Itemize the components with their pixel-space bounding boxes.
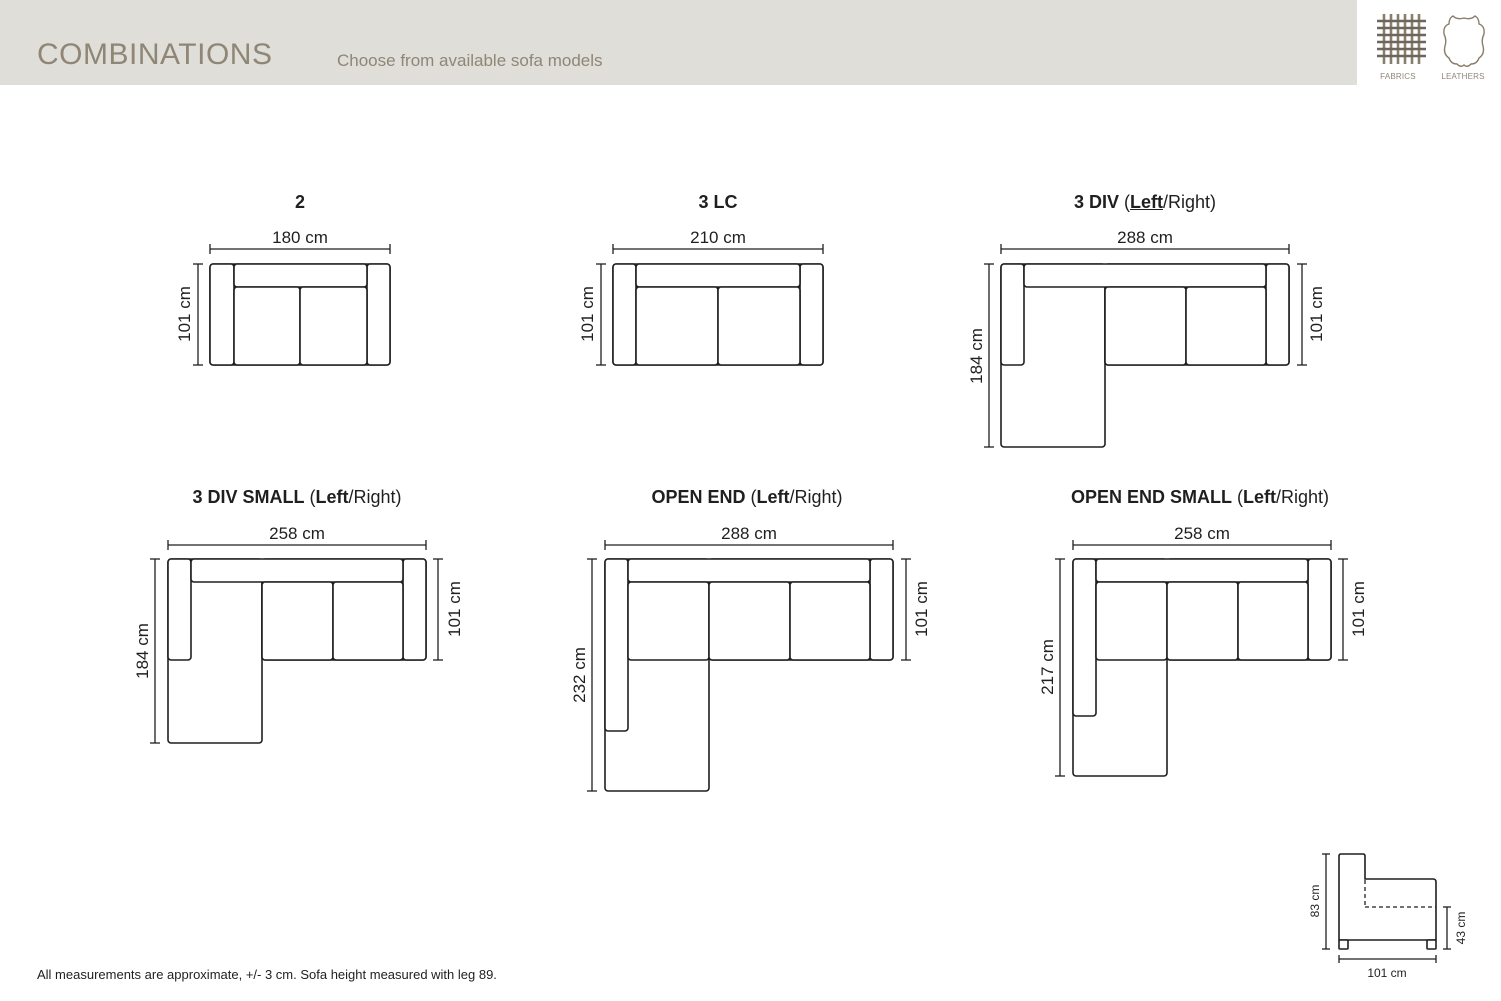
width-label: 288 cm [721, 524, 777, 543]
backrest [636, 264, 800, 287]
option-separator: / [1275, 487, 1281, 507]
option-left[interactable]: Left [1129, 192, 1163, 212]
backrest [1096, 559, 1308, 582]
width-dimension [1073, 524, 1331, 550]
paren-open: ( [304, 487, 316, 507]
depth-dimension [901, 559, 931, 660]
option-separator: / [348, 487, 354, 507]
armrest [403, 559, 426, 660]
width-label: 258 cm [1174, 524, 1230, 543]
seat-cushion [1167, 582, 1238, 660]
seat-cushion [1186, 287, 1266, 365]
depth-dimension [175, 264, 203, 365]
armrest [1001, 264, 1024, 365]
depth-label: 101 cm [175, 286, 194, 342]
armrest [1308, 559, 1331, 660]
sofa-name: OPEN END SMALL [1070, 487, 1232, 507]
profile-seat-height-label: 43 cm [1454, 911, 1468, 945]
side-backrest [605, 559, 628, 731]
option-right[interactable]: Right [794, 487, 837, 507]
sofa-plan-2[interactable] [175, 228, 390, 365]
seat-cushion [628, 582, 709, 660]
armrest [367, 264, 390, 365]
seat-cushion [262, 582, 333, 660]
sofa-name: 3 LC [698, 192, 738, 212]
chaise-depth-dimension [1038, 559, 1065, 776]
width-dimension [168, 524, 426, 550]
width-label: 210 cm [690, 228, 746, 247]
chaise-depth-label: 184 cm [133, 623, 152, 679]
backrest [234, 264, 367, 287]
paren-close: ) [1323, 487, 1330, 507]
sofa-plan-openendsmall[interactable] [1038, 524, 1368, 776]
option-separator: / [1162, 192, 1169, 212]
sofa-name: 2 [294, 192, 306, 212]
profile-height-label: 83 cm [1308, 884, 1322, 918]
depth-dimension [578, 264, 606, 365]
paren-close: ) [836, 487, 843, 507]
armrest [1266, 264, 1289, 365]
chaise-depth-dimension [133, 559, 160, 743]
sofa-leg [1427, 940, 1436, 949]
sofa-name: 3 DIV [1073, 192, 1119, 212]
seat-cushion [718, 287, 800, 365]
armrest [613, 264, 636, 365]
sofa-plan-3divsmall[interactable] [133, 524, 464, 743]
paren-close: ) [395, 487, 402, 507]
seat-cushion [1096, 582, 1167, 660]
width-label: 288 cm [1117, 228, 1173, 247]
depth-label: 101 cm [912, 581, 931, 637]
backrest [628, 559, 870, 582]
width-label: 258 cm [269, 524, 325, 543]
chaise-depth-dimension [570, 559, 597, 791]
depth-label: 101 cm [1349, 581, 1368, 637]
chaise-depth-label: 232 cm [570, 647, 589, 703]
sofa-plan-3lc[interactable] [578, 228, 823, 365]
fabrics-label: FABRICS [1380, 72, 1416, 81]
profile-depth-label: 101 cm [1367, 966, 1407, 980]
side-profile [1308, 854, 1468, 980]
paren-open: ( [1231, 487, 1243, 507]
page-title: COMBINATIONS [37, 38, 273, 71]
leathers-label: LEATHERS [1441, 72, 1485, 81]
depth-dimension [1297, 264, 1326, 365]
sofa-name: OPEN END [651, 487, 746, 507]
armrest [800, 264, 823, 365]
seat-cushion [709, 582, 790, 660]
seat-cushion [1238, 582, 1308, 660]
sofa-name: 3 DIV SMALL [192, 487, 305, 507]
footnote: All measurements are approximate, +/- 3 cm. Sofa height measured with leg 89. [37, 967, 497, 982]
width-dimension [613, 228, 823, 254]
backrest [1024, 264, 1266, 287]
paren-close: ) [1210, 192, 1217, 212]
option-right[interactable]: Right [1168, 192, 1211, 212]
depth-label: 101 cm [1307, 286, 1326, 342]
paren-open: ( [1118, 192, 1130, 212]
seat-cushion [636, 287, 718, 365]
width-dimension [605, 524, 893, 550]
width-dimension [210, 228, 390, 254]
option-right[interactable]: Right [353, 487, 396, 507]
chaise-depth-dimension [967, 264, 994, 447]
option-separator: / [789, 487, 795, 507]
armrest [210, 264, 234, 365]
armrest [168, 559, 191, 660]
sofa-plan-openend[interactable] [570, 524, 931, 791]
backrest [191, 559, 403, 582]
seat-cushion [234, 287, 300, 365]
option-left[interactable]: Left [1242, 487, 1276, 507]
chaise-depth-label: 184 cm [967, 328, 986, 384]
depth-dimension [433, 559, 464, 660]
seat-cushion [333, 582, 403, 660]
paren-open: ( [745, 487, 757, 507]
depth-label: 101 cm [578, 286, 597, 342]
seat-cushion [1105, 287, 1186, 365]
option-right[interactable]: Right [1281, 487, 1324, 507]
chaise-depth-label: 217 cm [1038, 639, 1057, 695]
sofa-leg [1339, 940, 1348, 949]
depth-dimension [1338, 559, 1368, 660]
depth-label: 101 cm [445, 581, 464, 637]
seat-cushion [300, 287, 367, 365]
side-backrest [1073, 559, 1096, 716]
profile-outline [1339, 854, 1436, 940]
page-subtitle: Choose from available sofa models [337, 51, 603, 70]
seat-cushion [790, 582, 870, 660]
width-label: 180 cm [272, 228, 328, 247]
width-dimension [1001, 228, 1289, 254]
option-left[interactable]: Left [756, 487, 790, 507]
armrest [870, 559, 893, 660]
sofa-plan-3div[interactable] [967, 228, 1326, 447]
option-left[interactable]: Left [315, 487, 349, 507]
